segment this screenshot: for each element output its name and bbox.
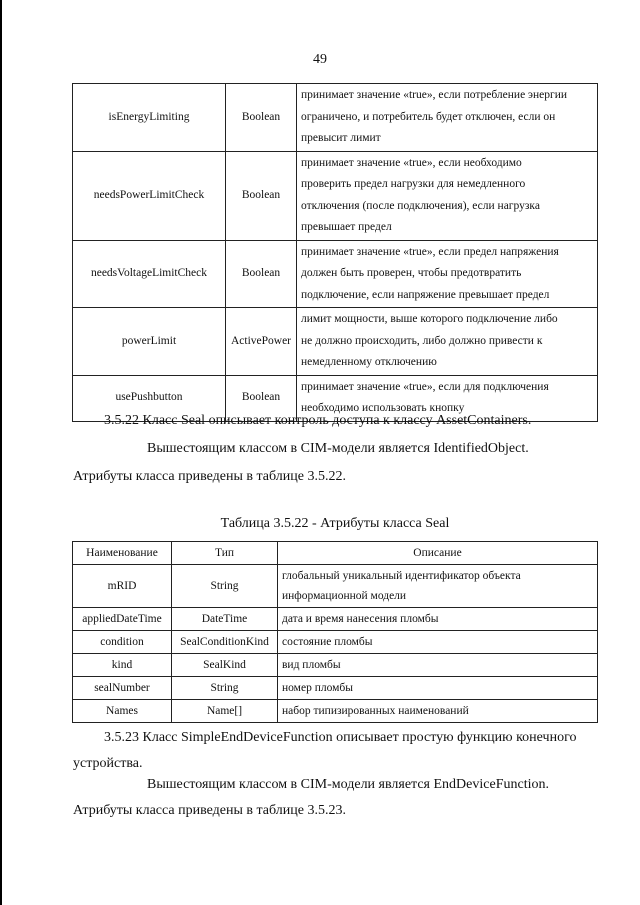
attribute-description-cell — [278, 565, 598, 608]
description-line: принимает значение «true», если предел напряжения — [301, 245, 559, 258]
description-line: принимает значение «true», если для подключения — [301, 380, 549, 393]
description-line: принимает значение «true», если потребление энергии — [301, 89, 568, 101]
table-row — [73, 677, 598, 700]
description-line: ограничено, и потребитель будет отключен, если он — [301, 110, 556, 123]
attribute-name-cell: powerLimit — [73, 308, 226, 376]
attribute-name-cell: sealNumber — [73, 677, 172, 700]
section-3-5-23-superclass: Вышестоящим классом в CIM-модели является EndDeviceFunction. — [147, 777, 549, 792]
description-line: проверить предел нагрузки для немедленного — [301, 178, 526, 190]
page-number: 49 — [313, 52, 327, 67]
attribute-name-cell: isEnergyLimiting — [73, 84, 226, 152]
attribute-description-cell — [297, 308, 598, 376]
description-line: информационной модели — [282, 590, 407, 602]
description-line: превысит лимит — [301, 132, 381, 144]
description-line: превышает предел — [301, 221, 392, 233]
attributes-table-continued — [72, 83, 598, 422]
description-line: принимает значение «true», если необходимо — [301, 156, 522, 169]
table-row — [73, 654, 598, 677]
description-line: должен быть проверен, чтобы предотвратить — [301, 267, 522, 279]
description-line: вид пломбы — [282, 659, 341, 671]
table-row — [73, 308, 598, 376]
attribute-type-cell: String — [172, 565, 278, 608]
section-3-5-22-intro: 3.5.22 Класс Seal описывает контроль доступа к классу AssetContainers. — [104, 413, 532, 428]
attribute-type-cell: Boolean — [226, 240, 297, 308]
attribute-type-cell: SealKind — [172, 654, 278, 677]
attribute-type-cell: String — [172, 677, 278, 700]
attribute-description-cell — [297, 151, 598, 240]
description-line: отключения (после подключения), если нагрузка — [301, 199, 540, 212]
table-row — [73, 608, 598, 631]
section-3-5-22-table-ref: Атрибуты класса приведены в таблице 3.5.22. — [73, 469, 346, 484]
attribute-description-cell — [278, 700, 598, 723]
attribute-name-cell: needsVoltageLimitCheck — [73, 240, 226, 308]
description-line: не должно происходить, либо должно привести к — [301, 334, 543, 347]
attribute-type-cell: Boolean — [226, 375, 297, 421]
description-line: глобальный уникальный идентификатор объекта — [282, 570, 521, 582]
attribute-name-cell: usePushbutton — [73, 375, 226, 421]
section-3-5-23-intro: 3.5.23 Класс SimpleEndDeviceFunction описывает простую функцию конечного — [104, 730, 577, 745]
attribute-name-cell: appliedDateTime — [73, 608, 172, 631]
header-name: Наименование — [73, 542, 172, 565]
description-line: дата и время нанесения пломбы — [282, 613, 439, 625]
attribute-type-cell: Boolean — [226, 84, 297, 152]
table-row — [73, 151, 598, 240]
attribute-type-cell: ActivePower — [226, 308, 297, 376]
attribute-type-cell: Boolean — [226, 151, 297, 240]
seal-table-header-row — [73, 542, 598, 565]
header-description: Описание — [278, 542, 598, 565]
attribute-type-cell: SealConditionKind — [172, 631, 278, 654]
attribute-type-cell: DateTime — [172, 608, 278, 631]
table-row — [73, 565, 598, 608]
attribute-description-cell — [278, 608, 598, 631]
description-line: номер пломбы — [282, 682, 353, 694]
seal-attributes-table — [72, 541, 598, 723]
attribute-description-cell — [278, 654, 598, 677]
attribute-type-cell: Name[] — [172, 700, 278, 723]
attribute-name-cell: condition — [73, 631, 172, 654]
description-line: набор типизированных наименований — [282, 705, 469, 717]
attribute-description-cell — [297, 84, 598, 152]
attribute-name-cell: needsPowerLimitCheck — [73, 151, 226, 240]
attribute-description-cell — [278, 677, 598, 700]
attribute-description-cell — [278, 631, 598, 654]
attribute-name-cell: kind — [73, 654, 172, 677]
attribute-name-cell: mRID — [73, 565, 172, 608]
table-row — [73, 631, 598, 654]
section-3-5-23-intro-cont: устройства. — [73, 756, 143, 771]
table-row — [73, 240, 598, 308]
header-type: Тип — [172, 542, 278, 565]
table-row — [73, 700, 598, 723]
description-line: немедленному отключению — [301, 356, 437, 368]
scan-edge-line — [0, 0, 2, 905]
table-row — [73, 84, 598, 152]
attribute-name-cell: Names — [73, 700, 172, 723]
description-line: подключение, если напряжение превышает предел — [301, 288, 550, 301]
attribute-description-cell — [297, 240, 598, 308]
section-3-5-22-superclass: Вышестоящим классом в CIM-модели является IdentifiedObject. — [147, 441, 529, 456]
description-line: лимит мощности, выше которого подключение либо — [301, 313, 558, 325]
section-3-5-23-table-ref: Атрибуты класса приведены в таблице 3.5.23. — [73, 803, 346, 818]
seal-table-caption: Таблица 3.5.22 - Атрибуты класса Seal — [220, 516, 450, 531]
description-line: необходимо использовать кнопку — [301, 402, 465, 414]
description-line: состояние пломбы — [282, 636, 373, 648]
